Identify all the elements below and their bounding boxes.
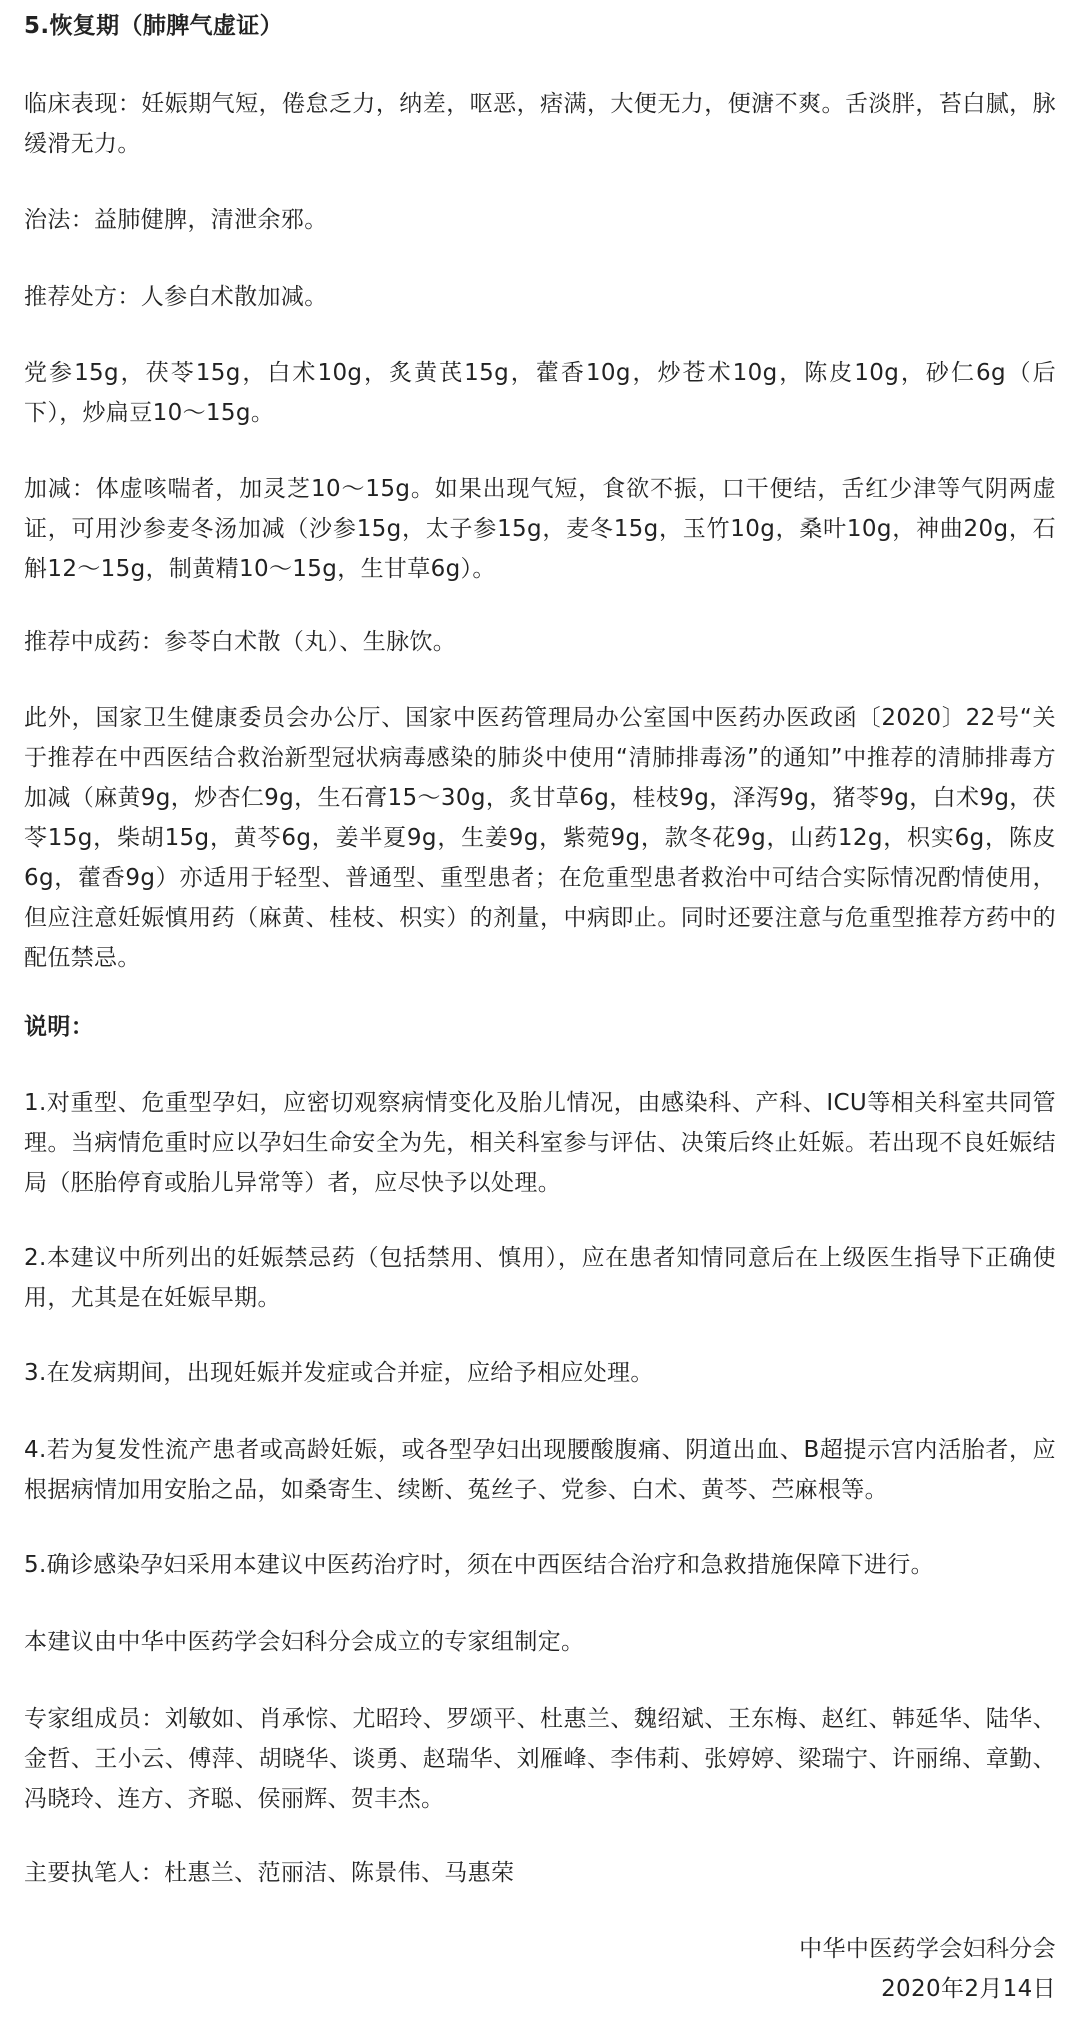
note-item: 4.若为复发性流产患者或高龄妊娠，或各型孕妇出现腰酸腹痛、阴道出血、B超提示宫内活胎者，应根据病情加用安胎之品，如桑寄生、续断、菟丝子、党参、白术、黄芩、苎麻根等。 (24, 1437, 1056, 1503)
recommended-prescription: 推荐处方：人参白术散加减。 (24, 284, 328, 310)
additional-paragraph: 此外，国家卫生健康委员会办公厅、国家中医药管理局办公室国中医药办医政函〔2020〕22号“关于推荐在中西医结合救治新型冠状病毒感染的肺炎中使用“清肺排毒汤”的通知”中推荐的清肺排毒方加减（麻黄9g，炒杏仁9g，生石膏15～30g，炙甘草6g，桂枝9g，泽泻9g，猪苓9g，白术9g，茯苓15g，柴胡15g，黄芩6g，姜半夏9g，生姜9g，紫菀9g，款冬花9g，山药12g，枳实6g，陈皮6g，藿香9g）亦适用于轻型、普通型、重型患者；在危重型患者救治中可结合实际情况酌情使用，但应注意妊娠慎用药（麻黄、桂枝、枳实）的剂量，中病即止。同时还要注意与危重型推荐方药中的配伍禁忌。 (24, 705, 1056, 971)
section-title: 5.恢复期（肺脾气虚证） (24, 13, 283, 39)
signature-org: 中华中医药学会妇科分会 (799, 1936, 1056, 1962)
notes-heading: 说明： (24, 1014, 95, 1040)
herb-formula: 党参15g，茯苓15g，白术10g，炙黄芪15g，藿香10g，炒苍术10g，陈皮10g，砂仁6g（后下），炒扁豆10～15g。 (24, 360, 1056, 426)
signature-date: 2020年2月14日 (881, 1976, 1056, 2002)
note-item: 1.对重型、危重型孕妇，应密切观察病情变化及胎儿情况，由感染科、产科、ICU等相关科室共同管理。当病情危重时应以孕妇生命安全为先，相关科室参与评估、决策后终止妊娠。若出现不良妊娠结局（胚胎停育或胎儿异常等）者，应尽快予以处理。 (24, 1090, 1056, 1196)
article-body (24, 0, 1056, 2023)
modification-paragraph: 加减：体虚咳喘者，加灵芝10～15g。如果出现气短，食欲不振，口干便结，舌红少津等气阴两虚证，可用沙参麦冬汤加减（沙参15g，太子参15g，麦冬15g，玉竹10g，桑叶10g，神曲20g，石斛12～15g，制黄精10～15g，生甘草6g）。 (24, 476, 1056, 582)
note-item: 5.确诊感染孕妇采用本建议中医药治疗时，须在中西医结合治疗和急救措施保障下进行。 (24, 1552, 934, 1578)
note-item: 2.本建议中所列出的妊娠禁忌药（包括禁用、慎用），应在患者知情同意后在上级医生指导下正确使用，尤其是在妊娠早期。 (24, 1245, 1056, 1311)
treatment-principle: 治法：益肺健脾，清泄余邪。 (24, 207, 328, 233)
expert-members: 专家组成员：刘敏如、肖承悰、尤昭玲、罗颂平、杜惠兰、魏绍斌、王东梅、赵红、韩延华、陆华、金哲、王小云、傅萍、胡晓华、谈勇、赵瑞华、刘雁峰、李伟莉、张婷婷、梁瑞宁、许丽绵、章勤、冯晓玲、连方、齐聪、侯丽辉、贺丰杰。 (24, 1706, 1056, 1812)
patent-medicine: 推荐中成药：参苓白术散（丸）、生脉饮。 (24, 629, 457, 655)
main-authors: 主要执笔人：杜惠兰、范丽洁、陈景伟、马惠荣 (24, 1860, 515, 1886)
clinical-presentation: 临床表现：妊娠期气短，倦怠乏力，纳差，呕恶，痞满，大便无力，便溏不爽。舌淡胖，苔白腻，脉缓滑无力。 (24, 91, 1056, 157)
formulated-by: 本建议由中华中医药学会妇科分会成立的专家组制定。 (24, 1629, 585, 1655)
note-item: 3.在发病期间，出现妊娠并发症或合并症，应给予相应处理。 (24, 1360, 654, 1386)
